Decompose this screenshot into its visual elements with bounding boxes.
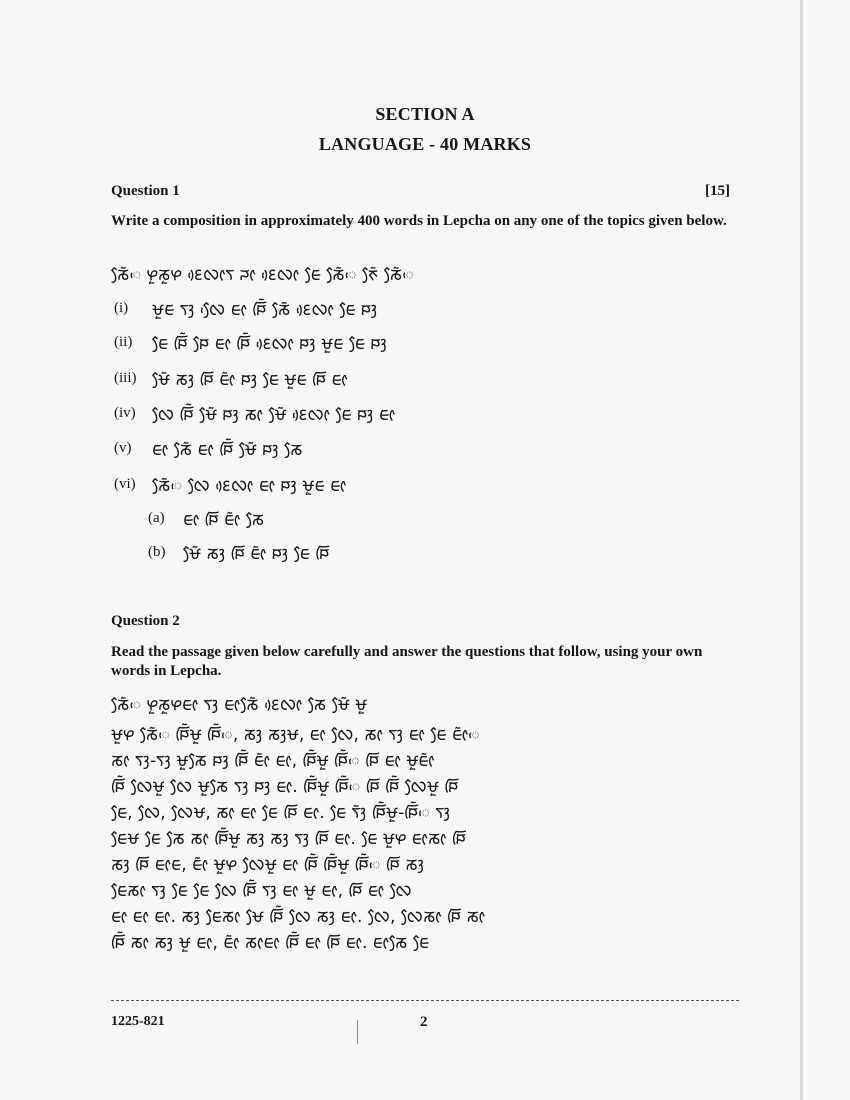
question2-instruction: Read the passage given below carefully and answer the questions that follow, using your own words in Lepcha. — [111, 644, 703, 679]
topic-text: ᰀᰧ ᰐᰩᰶ ᰐᰧ ᰀᰦ ᰐᰩᰶ ᰚᰴᰜᰦ ᰐᰫ ᰝᰬᰀ ᰀᰧ ᰐᰫ — [152, 334, 388, 354]
topic-number: (vi) — [114, 476, 136, 492]
topic-text: ᰜᰧ ᰐᰩᰶ ᰝᰧᰶ ᰐᰫ ᰕᰦ ᰝᰧᰶ ᰚᰴᰜᰦ ᰀᰧ ᰐᰫ ᰀᰦ — [152, 405, 396, 425]
passage-line: ᰕᰫ ᰐᰩ ᰀᰦᰀ, ᰀᰦᰶ ᰝᰬᰋ ᰜᰧᰝᰬ ᰀᰦ ᰐᰩᰶ ᰐᰩᰶᰝᰬ ᰐᰩᰶᰵ ᰐᰩ ᰕᰫ — [111, 855, 425, 875]
passage-line: ᰀᰦ ᰀᰦ ᰀᰦ. ᰕᰫ ᰀᰧᰕᰦ ᰝᰧ ᰐᰩᰶ ᰜᰧ ᰕᰫ ᰀᰦ. ᰜᰧ, ᰜᰧᰕᰦ ᰐᰩ ᰕᰦ — [111, 907, 486, 927]
question1-marks: [15] — [705, 183, 730, 199]
page-number: 2 — [420, 1014, 428, 1030]
passage-line: ᰝᰬᰋ ᰕᰧᰶᰵ ᰐᰩᰶᰝᰬ ᰐᰩᰶᰵ, ᰕᰫ ᰕᰫᰝ, ᰀᰦ ᰜᰧ, ᰕᰦ ᰛᰫ ᰀᰦ ᰀᰧ ᰀᰦᰶᰵ — [111, 725, 480, 745]
scan-mark — [357, 1020, 358, 1044]
paper-code: 1225-821 — [111, 1014, 165, 1029]
scan-edge — [800, 0, 803, 1100]
question1-instruction: Write a composition in approximately 400 words in Lepcha on any one of the topics given below. — [111, 213, 727, 229]
subtopic-text: ᰝᰧᰶ ᰕᰫ ᰐᰩ ᰀᰦᰶ ᰐᰫ ᰀᰧ ᰐᰩ — [183, 544, 330, 564]
subtopic-number: (a) — [148, 510, 165, 526]
subtopic-number: (b) — [148, 544, 166, 560]
passage-line: ᰕᰦ ᰛᰫ-ᰛᰫ ᰝᰬᰕᰧ ᰐᰫ ᰐᰩᰶ ᰀᰦᰶ ᰀᰦ, ᰐᰩᰶᰝᰬ ᰐᰩᰶᰵ ᰐᰩ ᰀᰦ ᰝᰬᰀᰦᰶ — [111, 751, 435, 771]
topic-number: (iv) — [114, 405, 136, 421]
topic-number: (iii) — [114, 370, 137, 386]
section-subtitle: LANGUAGE - 40 MARKS — [318, 134, 532, 154]
question2-label: Question 2 — [111, 613, 180, 629]
topic-text: ᰝᰧᰶ ᰕᰫ ᰐᰩ ᰀᰦᰶ ᰐᰫ ᰀᰧ ᰝᰬᰀ ᰐᰩ ᰀᰦ — [152, 370, 348, 390]
question2-lepcha-instruction: ᰕᰧᰶᰵ ᰋᰬᰕᰬᰋᰀᰦ ᰛᰫ ᰀᰦᰕᰧᰶ ᰚᰴᰜᰦ ᰕᰧ ᰝᰧᰶ ᰝᰬ — [111, 695, 368, 715]
question1-lepcha-instruction: ᰕᰧᰶᰵ ᰋᰬᰕᰬᰋ ᰚᰴᰜᰦᰛ ᰎᰦ ᰚᰴᰜᰦ ᰀᰧ ᰕᰧᰶᰵ ᰉᰧᰶ ᰕᰧᰶᰵ — [111, 265, 415, 285]
topic-text: ᰀᰦ ᰕᰧᰶ ᰀᰦ ᰐᰩᰶ ᰝᰧᰶ ᰐᰫ ᰕᰧ — [152, 440, 303, 460]
passage-line: ᰐᰩᰶ ᰜᰧᰝᰬ ᰜᰧ ᰝᰬᰕᰧ ᰛᰫ ᰐᰫ ᰀᰦ. ᰐᰩᰶᰝᰬ ᰐᰩᰶᰵ ᰐᰩ ᰐᰩᰶ ᰜᰧᰝᰬ ᰐᰩ — [111, 777, 459, 797]
passage-line: ᰀᰧᰝ ᰀᰧ ᰕᰧ ᰕᰦ ᰐᰩᰶᰝᰬ ᰕᰫ ᰕᰫ ᰛᰫ ᰐᰩ ᰀᰦ. ᰀᰧ ᰝᰬᰋ ᰀᰦᰕᰦ ᰐᰩ — [111, 829, 467, 849]
topic-text: ᰕᰧᰶᰵ ᰜᰧ ᰚᰴᰜᰦ ᰀᰦ ᰐᰫ ᰝᰬᰀ ᰀᰦ — [152, 476, 347, 496]
section-title: SECTION A — [375, 104, 475, 124]
topic-number: (v) — [114, 440, 132, 456]
topic-number: (i) — [114, 300, 129, 316]
subtopic-text: ᰀᰦ ᰐᰩ ᰀᰦᰶ ᰕᰧ — [183, 510, 265, 530]
question1-label: Question 1 — [111, 183, 180, 199]
passage-line: ᰐᰩᰶ ᰕᰦ ᰕᰫ ᰝᰬ ᰀᰦ, ᰀᰦᰶ ᰕᰦᰀᰦ ᰐᰩᰶ ᰀᰦ ᰐᰩ ᰀᰦ. ᰀᰦᰕᰧ ᰀᰧ — [111, 933, 430, 953]
topic-text: ᰝᰬᰀ ᰛᰫ ᰜᰧᰵ ᰀᰦ ᰐᰩᰶ ᰕᰧᰶ ᰚᰴᰜᰦ ᰀᰧ ᰐᰫ — [152, 300, 378, 320]
topic-number: (ii) — [114, 334, 133, 350]
footer-divider — [111, 1000, 739, 1001]
passage-line: ᰀᰧ, ᰜᰧ, ᰜᰧᰝ, ᰕᰦ ᰀᰦ ᰀᰧ ᰐᰩ ᰀᰦ. ᰀᰧ ᰛᰫᰶ ᰐᰩᰶᰝᰬ-ᰐᰩᰶᰵ ᰛᰫ — [111, 803, 451, 823]
lepcha-passage — [111, 722, 731, 956]
passage-line: ᰀᰧᰕᰦ ᰛᰫ ᰀᰧ ᰀᰧ ᰜᰧ ᰐᰩᰶ ᰛᰫ ᰀᰦ ᰝᰬ ᰀᰦ, ᰐᰩ ᰀᰦ ᰜᰧ — [111, 881, 412, 901]
